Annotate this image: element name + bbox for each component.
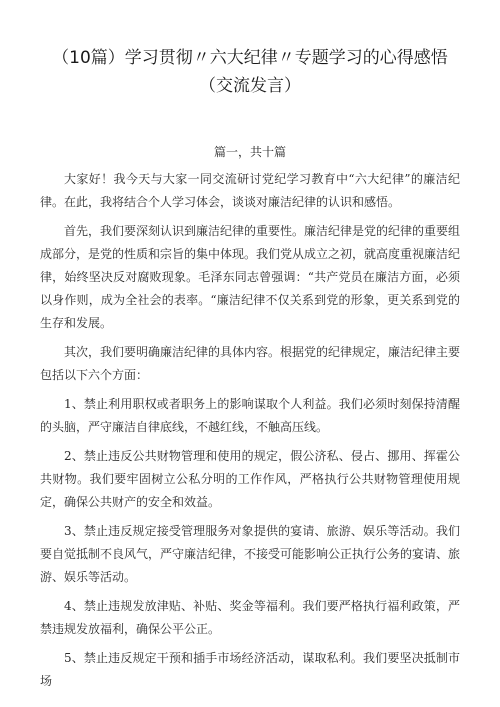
paragraph-item-5: 5、禁止违反规定干预和插手市场经济活动，谋取私利。我们要坚决抵制市场 xyxy=(40,651,460,688)
paragraph-item-1: 1、禁止利用职权或者职务上的影响谋取个人利益。我们必须时刻保持清醒的头脑，严守廉洁自律底线，不越红线，不触高压线。 xyxy=(40,397,460,434)
document-body xyxy=(40,168,460,693)
paragraph-greeting: 大家好！我今天与大家一同交流研讨党纪学习教育中“六大纪律”的廉洁纪律。在此，我将结合个人学习体会，谈谈对廉洁纪律的认识和感悟。 xyxy=(40,172,460,209)
paragraph-item-3: 3、禁止违反规定接受管理服务对象提供的宴请、旅游、娱乐等活动。我们要自觉抵制不良风气，严守廉洁纪律，不接受可能影响公正执行公务的宴请、旅游、娱乐等活动。 xyxy=(40,524,461,584)
paragraph-item-2: 2、禁止违反公共财物管理和使用的规定，假公济私、侵占、挪用、挥霍公共财物。我们要牢固树立公私分明的工作作风，严格执行公共财物管理使用规定，确保公共财产的安全和效益。 xyxy=(40,449,460,509)
paragraph-content-intro: 其次，我们要明确廉洁纪律的具体内容。根据党的纪律规定，廉洁纪律主要包括以下六个方面： xyxy=(40,345,461,382)
paragraph-importance: 首先，我们要深刻认识到廉洁纪律的重要性。廉洁纪律是党的纪律的重要组成部分，是党的性质和宗旨的集中体现。我们党从成立之初，就高度重视廉洁纪律，始终坚决反对腐败现象。毛泽东同志曾强调：“共产党员在廉洁方面，必须以身作则，成为全社会的表率。“廉洁纪律不仅关系到党的形象，更关系到党的生存和发展。 xyxy=(40,224,461,330)
section-heading: 篇一，共十篇 xyxy=(213,145,286,159)
document-title: （10篇）学习贯彻〃六大纪律〃专题学习的心得感悟 xyxy=(52,48,448,68)
document-subtitle: （交流发言） xyxy=(199,76,301,96)
paragraph-item-4: 4、禁止违规发放津贴、补贴、奖金等福利。我们要严格执行福利政策，严禁违规发放福利，确保公平公正。 xyxy=(40,599,460,636)
